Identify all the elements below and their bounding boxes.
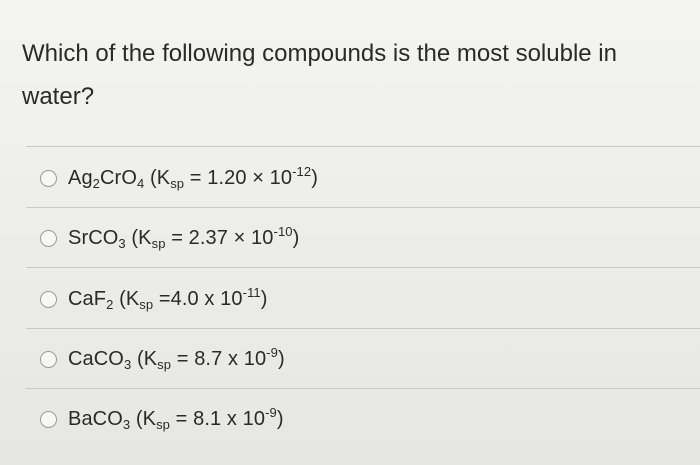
option-label: SrCO$_3$ $(K_{sp} = 2.37 \times 10^{-10})$ — [68, 223, 300, 251]
divider — [26, 388, 700, 389]
divider — [26, 267, 700, 268]
divider — [26, 207, 700, 208]
option-label: $Ag_2CrO_4$ $(K_{sp} = 1.20 \times 10^{-12})$ — [68, 163, 318, 191]
radio-button-icon[interactable] — [40, 351, 57, 368]
option-baco3[interactable] — [40, 399, 284, 439]
option-srco3[interactable] — [40, 218, 299, 258]
radio-button-icon[interactable] — [40, 230, 57, 247]
option-caf2[interactable] — [40, 279, 268, 319]
option-caco3[interactable] — [40, 339, 285, 379]
option-label: CaCO$_3$ ($K_{sp} = 8.7$ x $10^{-9}$) — [68, 344, 285, 372]
radio-button-icon[interactable] — [40, 291, 57, 308]
divider — [26, 146, 700, 147]
divider — [26, 328, 700, 329]
option-label: BaCO$_3$ ($K_{sp} = 8.1$ x $10^{-9}$) — [68, 404, 284, 432]
option-label: CaF$_2$ ($K_{sp} =4.0$ x $10^{-11}$) — [68, 284, 268, 312]
radio-button-icon[interactable] — [40, 411, 57, 428]
question-text: Which of the following compounds is the most soluble in water? — [22, 40, 617, 110]
option-ag2cro4[interactable] — [40, 158, 318, 198]
radio-button-icon[interactable] — [40, 170, 57, 187]
